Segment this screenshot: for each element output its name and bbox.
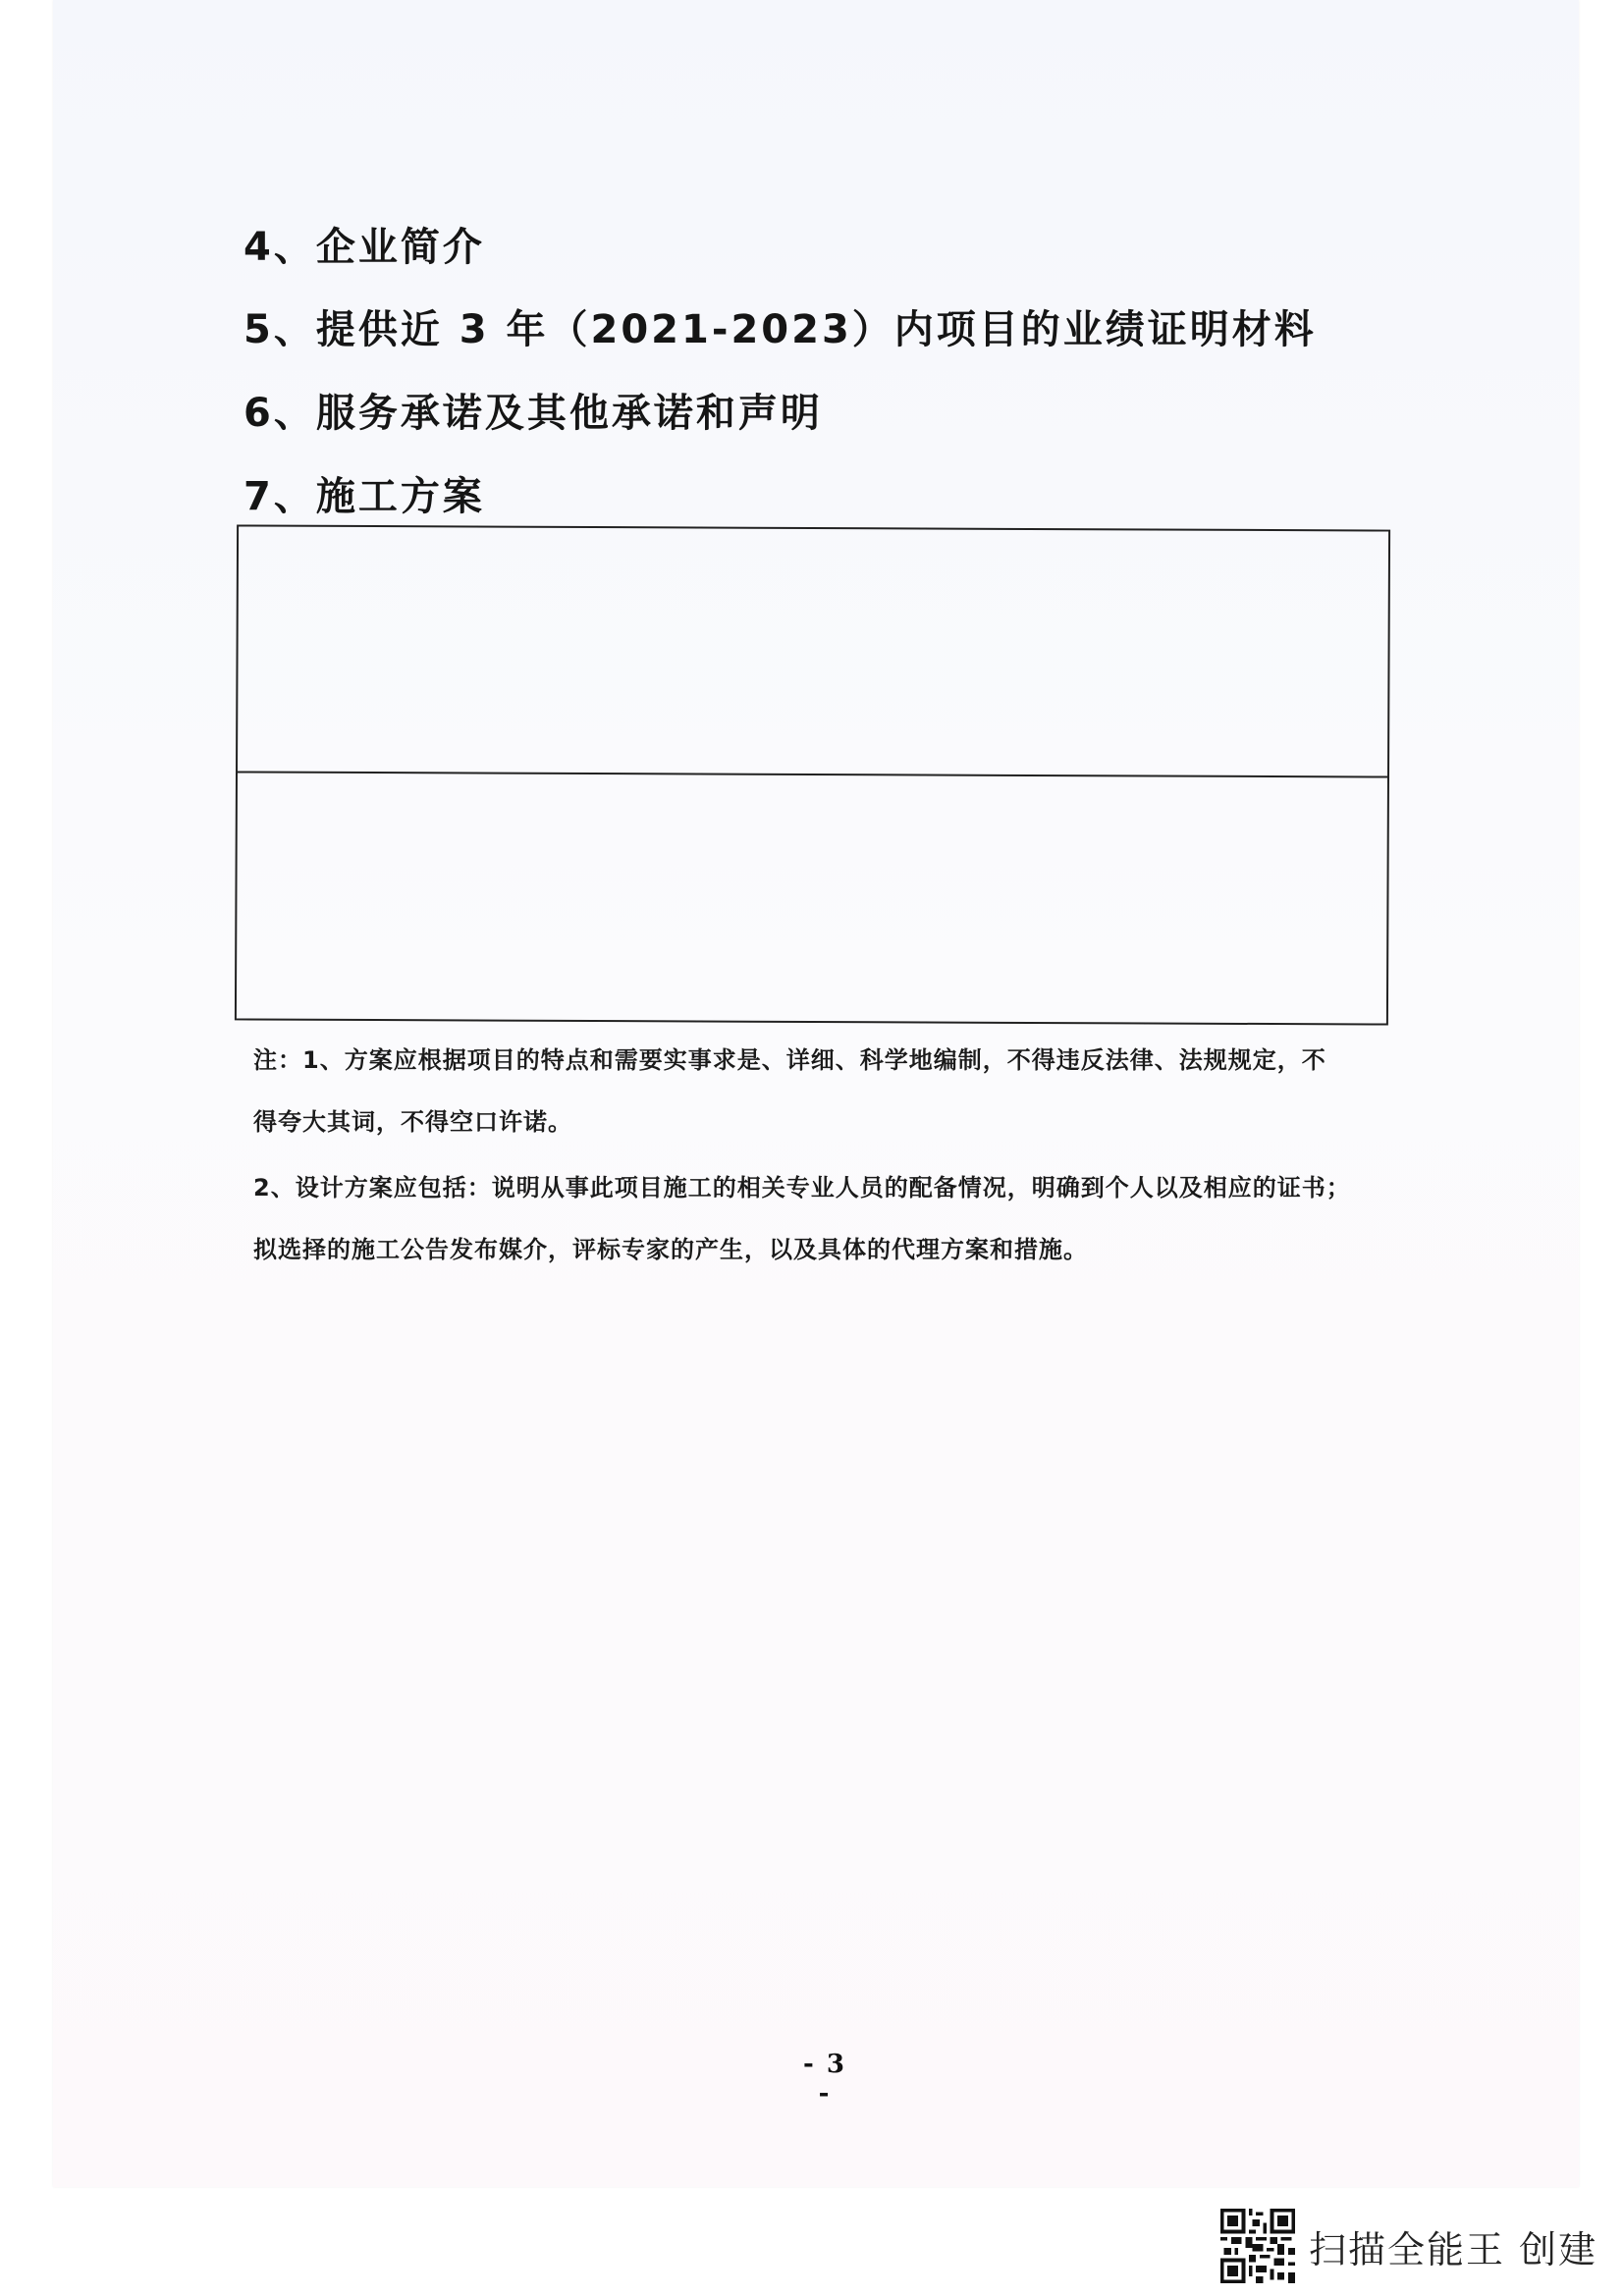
qr-code-icon bbox=[1220, 2209, 1295, 2283]
heading-company-profile: 4、企业简介 bbox=[243, 225, 485, 270]
camscanner-watermark bbox=[1220, 2207, 1597, 2285]
note-line-2: 得夸大其词，不得空口许诺。 bbox=[253, 1108, 572, 1136]
heading-construction-plan: 7、施工方案 bbox=[243, 474, 485, 519]
note-line-4: 拟选择的施工公告发布媒介，评标专家的产生，以及具体的代理方案和措施。 bbox=[253, 1236, 1088, 1263]
watermark-text: 扫描全能王 创建 bbox=[1309, 2227, 1598, 2271]
heading-service-commitment: 6、服务承诺及其他承诺和声明 bbox=[243, 391, 823, 436]
note-line-3: 2、设计方案应包括：说明从事此项目施工的相关专业人员的配备情况，明确到个人以及相应的证书； bbox=[253, 1174, 1351, 1201]
table-row bbox=[238, 526, 1388, 777]
page-number: - 3 - bbox=[803, 2050, 846, 2109]
heading-performance-proof: 5、提供近 3 年（2021-2023）内项目的业绩证明材料 bbox=[243, 307, 1317, 352]
note-line-1: 注：1、方案应根据项目的特点和需要实事求是、详细、科学地编制，不得违反法律、法规规定，不 bbox=[253, 1046, 1326, 1074]
construction-plan-table bbox=[235, 524, 1390, 1025]
table-row bbox=[237, 773, 1387, 1024]
